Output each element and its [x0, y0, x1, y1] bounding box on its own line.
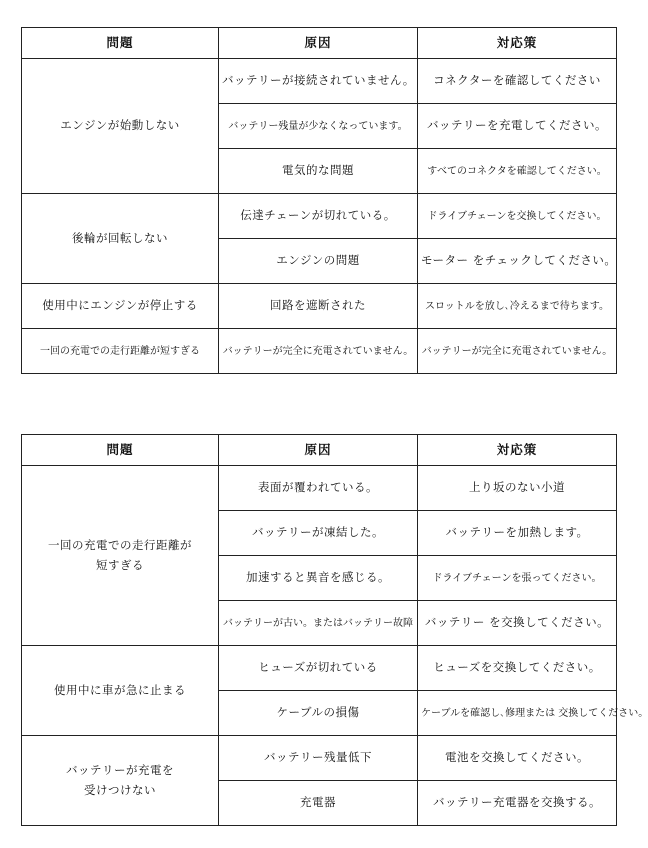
troubleshooting-table-2 [21, 434, 648, 826]
table-row [22, 59, 617, 104]
cause-cell: バッテリーが完全に充電されていません。 [219, 329, 418, 374]
table-row [22, 466, 617, 511]
action-cell: コネクターを確認してください [418, 59, 617, 104]
problem-cell [22, 736, 219, 826]
header-action: 対応策 [418, 435, 617, 466]
problem-cell: 後輪が回転しない [22, 194, 219, 284]
action-cell: バッテリー充電器を交換する。 [418, 781, 617, 826]
cause-cell: バッテリー残量が少なくなっています。 [219, 104, 418, 149]
problem-cell: 一回の充電での走行距離が短すぎる [22, 329, 219, 374]
action-cell: バッテリーを加熱します。 [418, 511, 617, 556]
problem-line: バッテリーが充電を [66, 762, 174, 777]
cause-cell: 加速すると異音を感じる。 [219, 556, 418, 601]
cause-cell: 充電器 [219, 781, 418, 826]
cause-cell: ケーブルの損傷 [219, 691, 418, 736]
cause-cell: 表面が覆われている。 [219, 466, 418, 511]
problem-line: 受けつけない [84, 782, 156, 797]
problem-cell [22, 466, 219, 646]
cause-cell: バッテリー残量低下 [219, 736, 418, 781]
cause-cell: 電気的な問題 [219, 149, 418, 194]
action-cell: ケーブルを確認し､修理または 交換してください。 [418, 691, 617, 736]
cause-cell: バッテリーが接続されていません。 [219, 59, 418, 104]
action-cell: ドライブチェーンを交換してください。 [418, 194, 617, 239]
problem-cell: 使用中に車が急に止まる [22, 646, 219, 736]
header-problem: 問題 [22, 28, 219, 59]
table-row [22, 329, 617, 374]
action-cell: バッテリーを充電してください。 [418, 104, 617, 149]
action-cell: ドライブチェーンを張ってください。 [418, 556, 617, 601]
header-problem: 問題 [22, 435, 219, 466]
action-cell: スロットルを放し､冷えるまで待ちます。 [418, 284, 617, 329]
troubleshooting-table-1 [21, 27, 617, 374]
header-cause: 原因 [219, 28, 418, 59]
problem-line: 短すぎる [96, 557, 144, 572]
table-row [22, 646, 617, 691]
cause-cell: バッテリーが凍結した。 [219, 511, 418, 556]
table-row [22, 736, 617, 781]
problem-line: 一回の充電での走行距離が [48, 537, 192, 552]
cause-cell: ヒューズが切れている [219, 646, 418, 691]
cause-cell: エンジンの問題 [219, 239, 418, 284]
action-cell: 電池を交換してください。 [418, 736, 617, 781]
problem-cell: エンジンが始動しない [22, 59, 219, 194]
action-cell: 上り坂のない小道 [418, 466, 617, 511]
header-row [22, 435, 617, 466]
header-cause: 原因 [219, 435, 418, 466]
cause-cell: 回路を遮断された [219, 284, 418, 329]
problem-cell: 使用中にエンジンが停止する [22, 284, 219, 329]
table-row [22, 194, 617, 239]
action-cell: バッテリー を交換してください。 [418, 601, 617, 646]
action-cell: すべてのコネクタを確認してください。 [418, 149, 617, 194]
table-row [22, 284, 617, 329]
action-cell: ヒューズを交換してください。 [418, 646, 617, 691]
action-cell: バッテリーが完全に充電されていません。 [418, 329, 617, 374]
cause-cell: 伝達チェーンが切れている。 [219, 194, 418, 239]
header-row [22, 28, 617, 59]
cause-cell: バッテリーが古い。またはバッテリー故障 [219, 601, 418, 646]
action-cell: モーター をチェックしてください。 [418, 239, 617, 284]
header-action: 対応策 [418, 28, 617, 59]
